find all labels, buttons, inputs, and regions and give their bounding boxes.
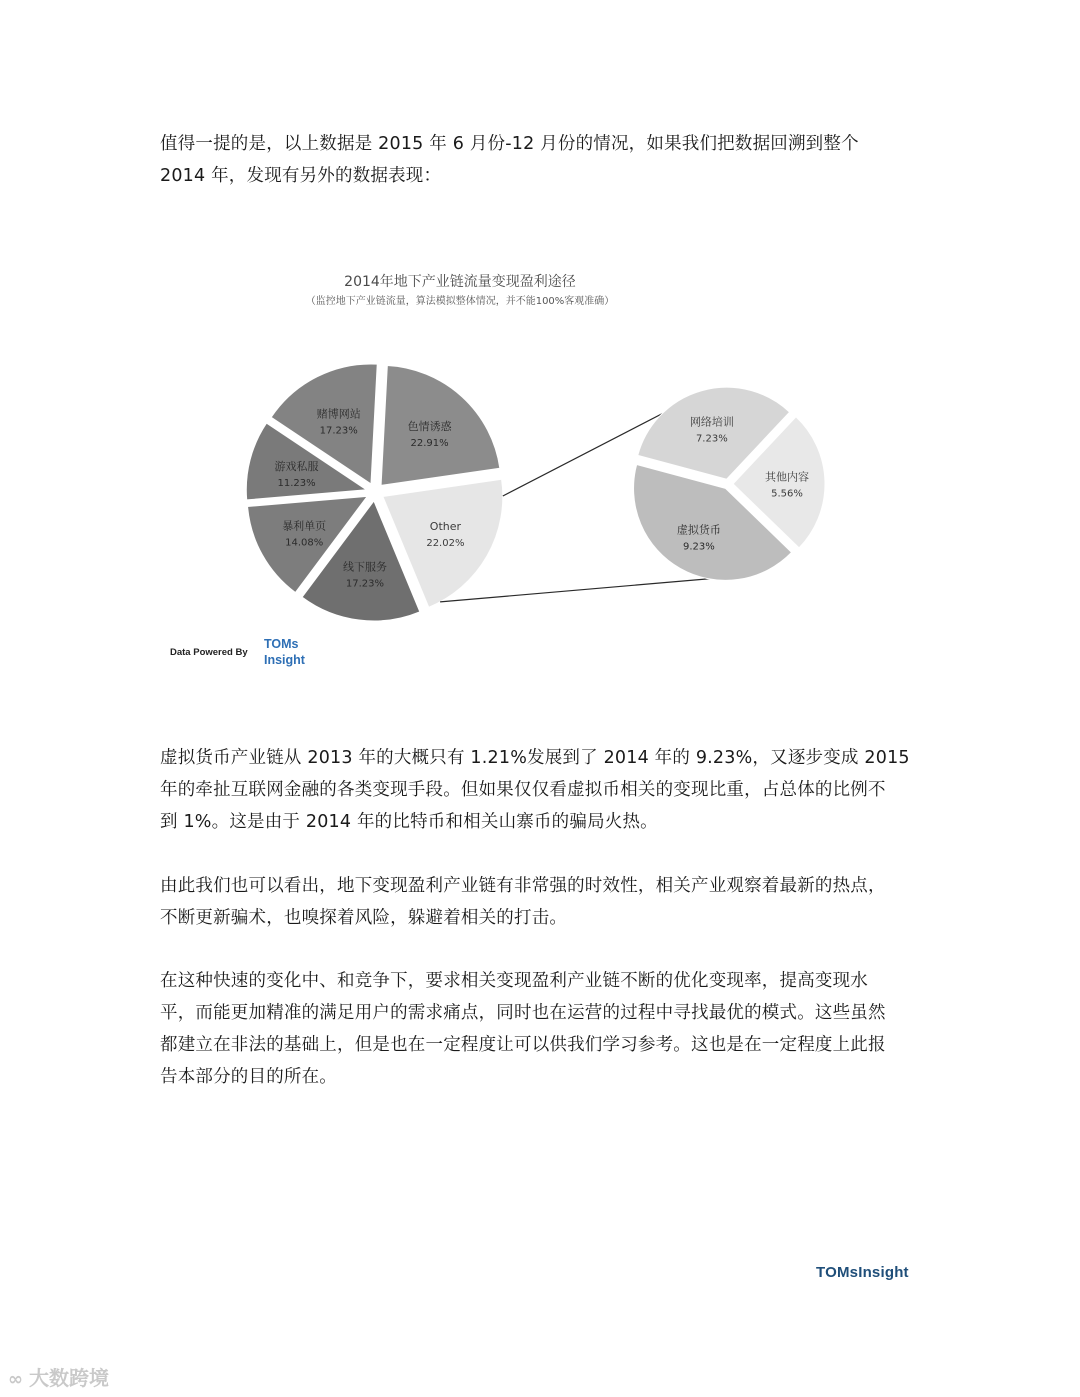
slice-value: 7.23% (695, 433, 728, 445)
paragraph-line: 都建立在非法的基础上，但是也在一定程度让可以供我们学习参考。这也是在一定程度上此报 (160, 1035, 886, 1055)
intro-line: 2014 年，发现有另外的数据表现： (160, 166, 442, 186)
slice-value: 22.91% (410, 438, 449, 450)
main-pie (246, 364, 503, 621)
pie-chart-svg (150, 262, 850, 682)
body-paragraph-2 (160, 870, 930, 934)
slice-value: 17.23% (345, 578, 385, 590)
paragraph-line: 在这种快速的变化中、和竞争下，要求相关变现盈利产业链不断的优化变现率，提高变现水 (160, 971, 868, 991)
chart-subtitle: （监控地下产业链流量，算法模拟整体情况，并不能100%客观准确） (305, 296, 615, 307)
watermark-text: 大数跨境 (29, 1366, 109, 1390)
paragraph-line: 到 1%。这是由于 2014 年的比特币和相关山寨币的骗局火热。 (160, 812, 658, 832)
pie-chart-figure (150, 262, 850, 682)
paragraph-line: 年的牵扯互联网金融的各类变现手段。但如果仅仅看虚拟币相关的变现比重，占总体的比例不 (160, 780, 886, 800)
paragraph-line: 平，而能更加精准的满足用户的需求痛点，同时也在运营的过程中寻找最优的模式。这些虽然 (160, 1003, 886, 1023)
footer-brand-logo: TOMsInsight (816, 1264, 909, 1281)
slice-label: 暴利单页 (282, 519, 327, 533)
slice-label: Other (429, 520, 462, 534)
slice-label: 线下服务 (342, 560, 387, 574)
chart-title: 2014年地下产业链流量变现盈利途径 (344, 274, 576, 290)
slice-value: 17.23% (319, 425, 358, 437)
slice-value: 11.23% (277, 477, 316, 489)
intro-line: 值得一提的是，以上数据是 2015 年 6 月份-12 月份的情况，如果我们把数据回溯到整个 (160, 134, 859, 154)
slice-label: 赌博网站 (316, 407, 361, 421)
credit-brand-line1: TOMs (264, 637, 299, 651)
paragraph-line: 告本部分的目的所在。 (160, 1067, 337, 1087)
connector-line (440, 578, 718, 602)
slice-label: 其他内容 (764, 470, 809, 484)
paragraph-line: 由此我们也可以看出，地下变现盈利产业链有非常强的时效性，相关产业观察着最新的热点， (160, 876, 886, 896)
slice-value: 9.23% (683, 541, 715, 553)
body-paragraph-1 (160, 742, 930, 838)
slice-value: 22.02% (426, 538, 465, 550)
watermark (8, 1362, 109, 1391)
body-paragraph-3 (160, 965, 930, 1093)
credit-brand-line2: Insight (264, 653, 305, 667)
slice-value: 14.08% (285, 537, 324, 549)
slice-label: 虚拟货币 (676, 523, 721, 537)
slice-value: 5.56% (771, 488, 803, 500)
slice-label: 网络培训 (689, 415, 734, 429)
paragraph-line: 虚拟货币产业链从 2013 年的大概只有 1.21%发展到了 2014 年的 9.23%，又逐步变成 2015 (160, 748, 910, 768)
infinity-icon: ∞ (8, 1369, 23, 1390)
breakout-pie (634, 387, 825, 580)
intro-paragraph (160, 128, 930, 192)
slice-label: 色情诱惑 (407, 420, 452, 434)
slice-label: 游戏私服 (274, 459, 319, 473)
paragraph-line: 不断更新骗术，也嗅探着风险，躲避着相关的打击。 (160, 908, 568, 928)
credit-prefix: Data Powered By (170, 647, 248, 658)
